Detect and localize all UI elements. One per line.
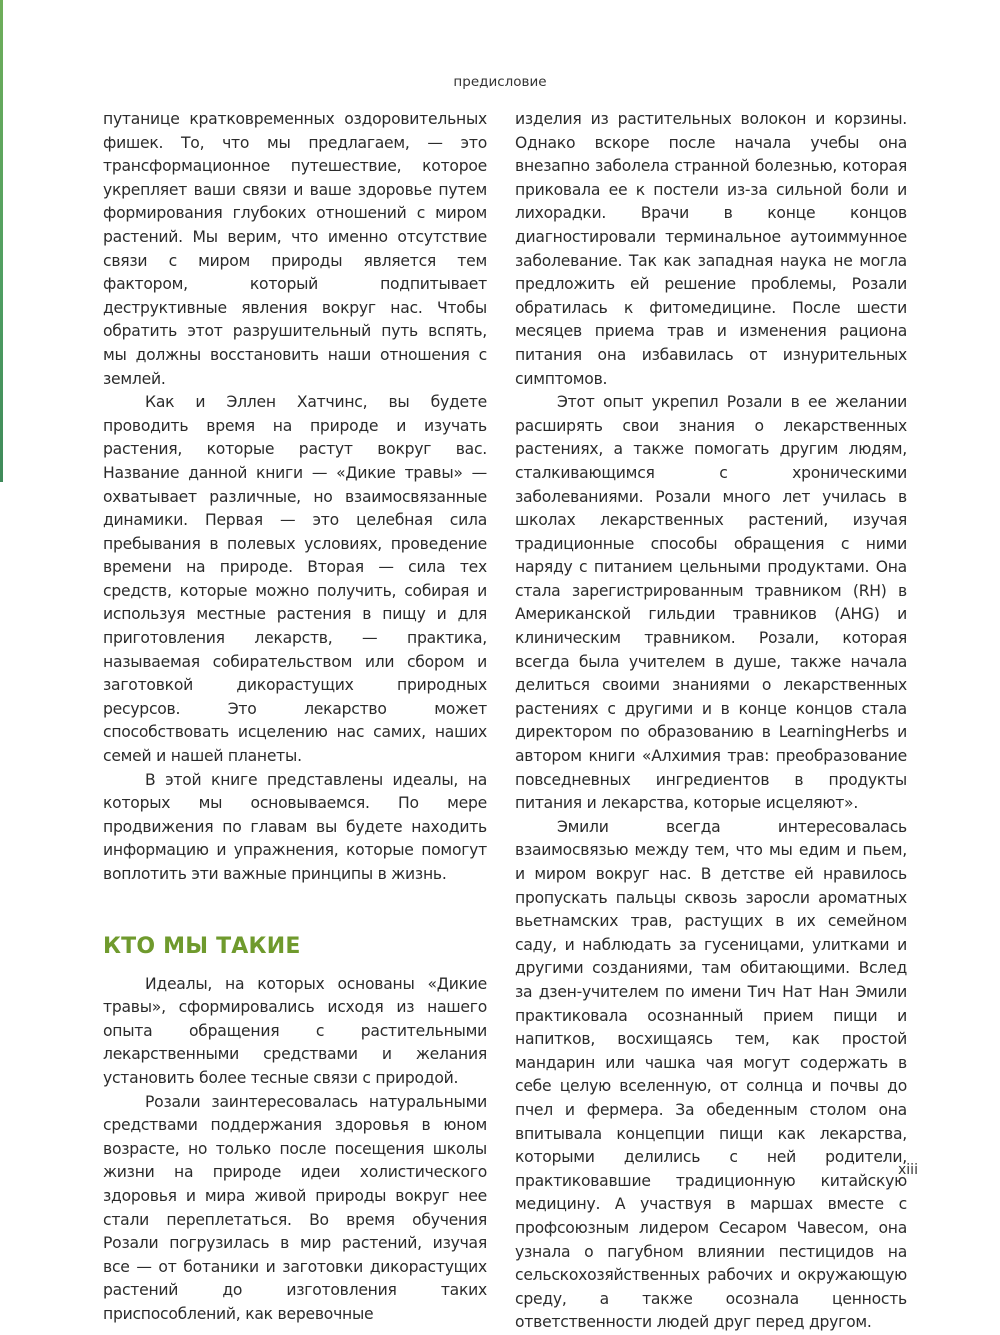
paragraph: путанице кратковременных оздоровительных фишек. То, что мы предлагаем, — это трансформационное путешествие, которое укрепляет ваши связи и ваше здоровье путем формирования глубоких отношений с миром растений. Мы верим, что именно отсутствие связи с миром природы является тем фактором, который подпитывает деструктивные явления вокруг нас. Чтобы обратить этот разрушительный путь вспять, мы должны восстановить наши отношения с землей. [103, 110, 487, 388]
right-column [515, 108, 907, 1335]
green-edge-strip [0, 0, 3, 482]
paragraph: Этот опыт укрепил Розали в ее желании расширять свои знания о лекарственных растениях, а также помогать другим людям, сталкивающимся с хроническими заболеваниями. Розали много лет училась в школах лекарственных растений, изучая традиционные способы обращения с ними наряду с питанием цельными продуктами. Она стала зарегистрированным травником (RH) в Американской гильдии травников (AHG) и клиническим травником. Розали, которая всегда была учителем в душе, также начала делиться своими знаниями о лекарственных растениях с другими и в конце концов стала директором по образованию в LearningHerbs и автором книги «Алхимия трав: преобразование повседневных ингредиентов в продукты питания и лекарства, которые исцеляют». [515, 393, 907, 813]
section-heading: КТО МЫ ТАКИЕ [103, 933, 301, 959]
paragraph: В этой книге представлены идеалы, на которых мы основываемся. По мере продвижения по главам вы будете находить информацию и упражнения, которые помогут воплотить эти важные принципы в жизнь. [103, 770, 487, 883]
paragraph: Как и Эллен Хатчинс, вы будете проводить время на природе и изучать растения, которые растут вокруг вас. Название данной книги — «Дикие травы» — охватывает различные, но взаимосвязанные динамики. Первая — это целебная сила пребывания в полевых условиях, проведение времени на природе. Вторая — сила тех средств, которые можно получить, собирая и используя местные растения в пищу и для приготовления лекарств, — практика, называемая собирательством или сбором и заготовкой дикорастущих природных ресурсов. Это лекарство может способствовать исцелению нас самих, наших семей и нашей планеты. [103, 393, 487, 766]
running-head: предисловие [453, 74, 547, 90]
paragraph: изделия из растительных волокон и корзины. Однако вскоре после начала учебы она внезапно заболела странной болезнью, которая приковала ее к постели из-за сильной боли и лихорадки. Врачи в конце концов диагностировали терминальное аутоиммунное заболевание. Так как западная наука не могла предложить ей решение проблемы, Розали обратилась к фитомедицине. После шести месяцев приема трав и изменения рациона питания она избавилась от изнурительных симптомов. [515, 110, 907, 388]
paragraph: Эмили всегда интересовалась взаимосвязью между тем, что мы едим и пьем, и миром вокруг нас. В детстве ей нравилось пропускать пальцы сквозь заросли ароматных вьетнамских трав, растущих в их семейном саду, и наблюдать за гусеницами, улитками и другими созданиями, там обитающими. Вслед за дзен-учителем по имени Тич Нат Нан Эмили практиковала осознанный прием пищи и напитков, восхищаясь тем, как простой мандарин или чашка чая могут содержать в себе целую вселенную, от солнца и почвы до пчел и фермера. За обеденным столом она впитывала концепции пищи как лекарства, которыми делились с ней родители, практиковавшие традиционную китайскую медицину. А участвуя в маршах вместе с профсоюзным лидером Сесаром Чавесом, она узнала о пагубном влиянии пестицидов на сельскохозяйственных рабочих и окружающую среду, а также осознала ценность ответственности людей друг перед другом. [515, 817, 907, 1332]
paragraph: Идеалы, на которых основаны «Дикие травы», сформировались исходя из нашего опыта обращения с растительными лекарственными средствами и желания установить более тесные связи с природой. [103, 974, 487, 1087]
paragraph: Розали заинтересовалась натуральными средствами поддержания здоровья в юном возрасте, но только после посещения школы жизни на природе идеи холистического здоровья и мира живой природы вокруг нее стали переплетаться. Во время обучения Розали погрузилась в мир растений, изучая все — от ботаники и заготовки дикорастущих растений до изготовления таких приспособлений, как веревочные [103, 1092, 487, 1323]
left-column [103, 108, 487, 1327]
page-number: xiii [898, 1162, 918, 1178]
